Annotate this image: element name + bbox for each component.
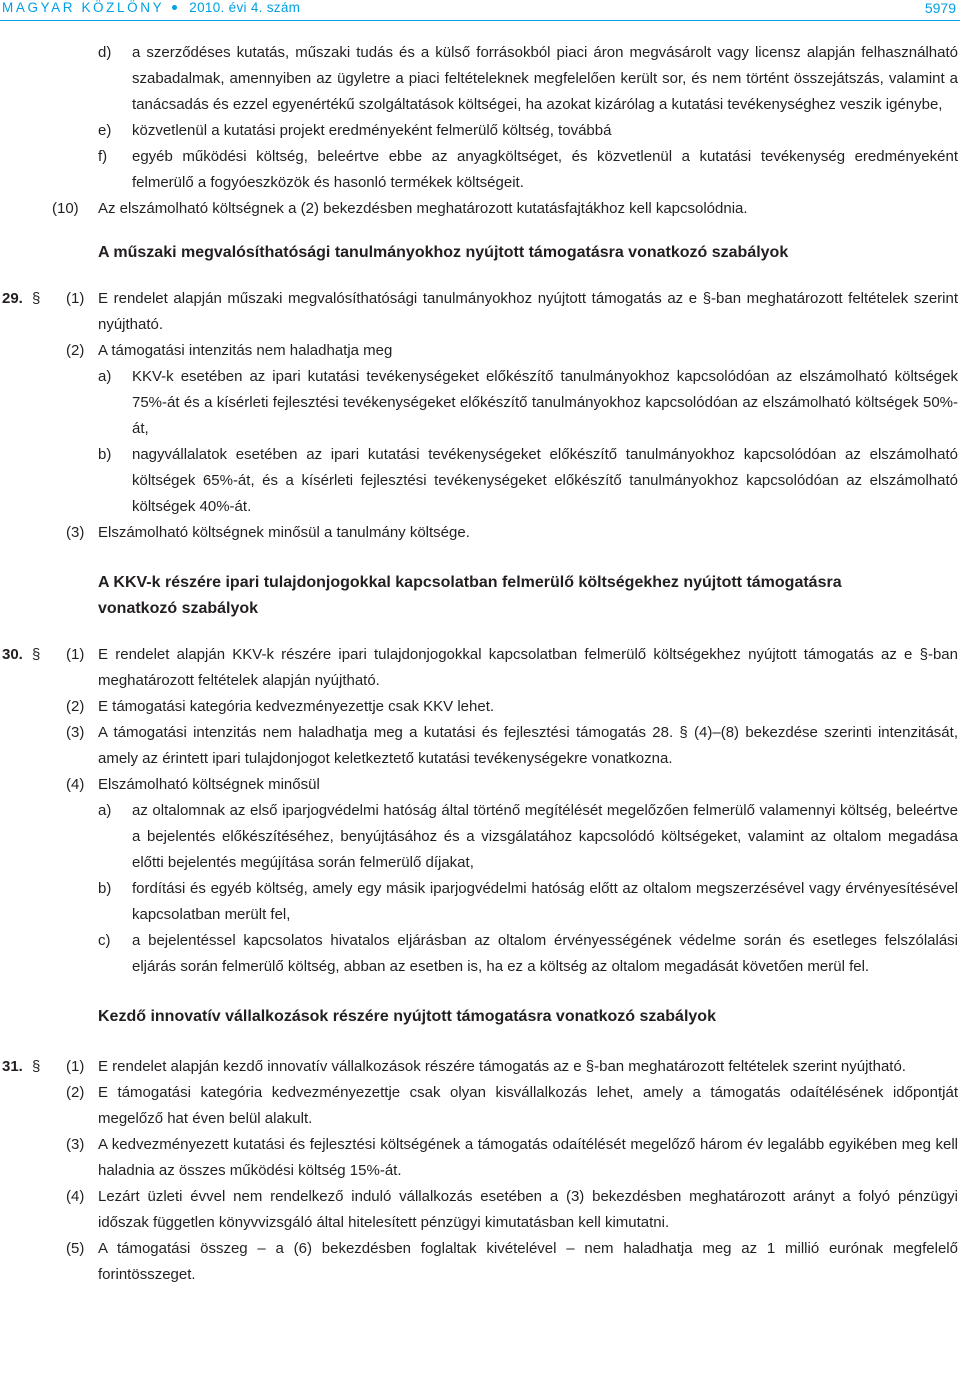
running-head	[2, 0, 300, 15]
sec30-paragraph-1	[0, 642, 960, 694]
sec29-paragraph-1	[0, 286, 960, 338]
paragraph-label: (4)	[66, 776, 85, 793]
section-heading-ip-rights: A KKV-k részére ipari tulajdonjogokkal kapcsolatban felmerülő költségekhez nyújtott támogatásra vonatkozó szabályok	[98, 574, 842, 617]
section-number: 30.	[2, 646, 23, 663]
item-text: az oltalomnak az első iparjogvédelmi hatóság által történő megítélését megelőzően felmerülő valamennyi költség, beleértve a bejelentés előkészítéséhez, benyújtásához és a vizsgálatához kapcsolódó költségeket, valamint az oltalom megadása előtti bejelentés megújítása során felmerülő díjakat,	[132, 802, 958, 871]
paragraph-label: (3)	[66, 724, 85, 741]
paragraph-text: Elszámolható költségnek minősül	[98, 776, 320, 793]
item-text: közvetlenül a kutatási projekt eredményeként felmerülő költség, továbbá	[132, 122, 612, 139]
paragraph-text: A támogatási intenzitás nem haladhatja meg a kutatási és fejlesztési támogatás 28. § (4)–(8) bekezdése szerinti intenzitását, amely az érintett ipari tulajdonjogot keletkeztető kutatási tevékenységekre vonatkozna.	[98, 724, 958, 767]
header-rule	[0, 20, 960, 21]
paragraph-label: (1)	[66, 646, 85, 663]
paragraph-label: (2)	[66, 1084, 85, 1101]
sec30-item-b	[0, 876, 960, 928]
paragraph-text: Az elszámolható költségnek a (2) bekezdésben meghatározott kutatásfajtákhoz kell kapcsolódnia.	[98, 200, 748, 217]
paragraph-10	[0, 196, 960, 222]
sec30-paragraph-4	[0, 772, 960, 798]
item-label: f)	[98, 148, 108, 165]
sec31-paragraph-4	[0, 1184, 960, 1236]
section-number: 29.	[2, 290, 23, 307]
sec30-paragraph-3	[0, 720, 960, 772]
item-label: b)	[98, 446, 112, 463]
sec30-item-c	[0, 928, 960, 980]
sec30-paragraph-2	[0, 694, 960, 720]
sec31-paragraph-1	[0, 1054, 960, 1080]
item-text: a szerződéses kutatás, műszaki tudás és a külső forrásokból piaci áron megvásárolt vagy licensz alapján felhasználható szabadalmak, amennyiben az ügyletre a piaci feltételeknek megfelelően került sor, és nem történt összejátszás, valamint a tanácsadás és ezzel egyenértékű szolgáltatások költségei, ha azokat kizárólag a kutatási tevékenységhez veszik igénybe,	[132, 44, 958, 113]
item-text: egyéb működési költség, beleértve ebbe az anyagköltséget, és közvetlenül a kutatási tevékenység eredményeként felmerülő a fogyóeszközök és hasonló termékek költségeit.	[132, 148, 958, 191]
paragraph-text: E támogatási kategória kedvezményezettje csak olyan kisvállalkozás lehet, amely a támogatás odaítélésének időpontját megelőző hat éven belül alakult.	[98, 1084, 958, 1127]
paragraph-label: (4)	[66, 1188, 85, 1205]
sec29-paragraph-2	[0, 338, 960, 364]
paragraph-text: Elszámolható költségnek minősül a tanulmány költsége.	[98, 524, 470, 541]
item-label: a)	[98, 368, 112, 385]
paragraph-text: E rendelet alapján kezdő innovatív vállalkozások részére támogatás az e §-ban meghatározott feltételek szerint nyújtható.	[98, 1058, 906, 1075]
item-label: b)	[98, 880, 112, 897]
paragraph-label: (1)	[66, 1058, 85, 1075]
sec29-item-a	[0, 364, 960, 442]
item-text: nagyvállalatok esetében az ipari kutatási tevékenységeket előkészítő tanulmányokhoz kapcsolódóan az elszámolható költségek 65%-át, és a kísérleti fejlesztési tevékenységeket előkészítő tanulmányokhoz kapcsolódóan az elszámolható költségek 40%-át.	[132, 446, 958, 515]
paragraph-text: Lezárt üzleti évvel nem rendelkező induló vállalkozás esetében a (3) bekezdésben meghatározott arányt a folyó pénzügyi időszak független könyvvizsgáló által hitelesített pénzügyi kimutatásban kell kimutatni.	[98, 1188, 958, 1231]
paragraph-label: (5)	[66, 1240, 85, 1257]
section-sign: §	[32, 646, 41, 663]
paragraph-text: E rendelet alapján műszaki megvalósíthatósági tanulmányokhoz nyújtott támogatás az e §-ban meghatározott feltételek szerint nyújtható.	[98, 290, 958, 333]
sec30-item-a	[0, 798, 960, 876]
paragraph-label: (10)	[52, 200, 79, 217]
page-number: 5979	[924, 0, 956, 16]
list-item-f	[0, 144, 960, 196]
sec29-item-b	[0, 442, 960, 520]
item-text: KKV-k esetében az ipari kutatási tevékenységeket előkészítő tanulmányokhoz kapcsolódóan az elszámolható költségek 75%-át és a kísérleti fejlesztési tevékenységeket előkészítő tanulmányokhoz kapcsolódóan az elszámolható költségek 50%-át,	[132, 368, 958, 437]
paragraph-label: (3)	[66, 1136, 85, 1153]
page-header	[0, 0, 960, 22]
item-text: a bejelentéssel kapcsolatos hivatalos eljárásban az oltalom érvényességének védelme során és esetleges felszólalási eljárás során felmerülő költség, abban az esetben is, ha ez a költség az oltalom megadását követően merül fel.	[132, 932, 958, 975]
paragraph-label: (2)	[66, 698, 85, 715]
sec31-paragraph-2	[0, 1080, 960, 1132]
paragraph-text: A támogatási összeg – a (6) bekezdésben foglaltak kivételével – nem haladhatja meg az 1 millió eurónak megfelelő forintösszeget.	[98, 1240, 958, 1283]
list-item-e	[0, 118, 960, 144]
journal-title: MAGYAR KÖZLÖNY	[2, 0, 165, 15]
paragraph-text: E támogatási kategória kedvezményezettje csak KKV lehet.	[98, 698, 495, 715]
item-label: c)	[98, 932, 111, 949]
item-text: fordítási és egyéb költség, amely egy másik iparjogvédelmi hatóság előtt az oltalom megszerzésével vagy érvényesítésével kapcsolatban merült fel,	[132, 880, 958, 923]
paragraph-text: E rendelet alapján KKV-k részére ipari tulajdonjogokkal kapcsolatban felmerülő költségekhez nyújtott támogatás az e §-ban meghatározott feltételek alapján nyújtható.	[98, 646, 958, 689]
section-heading-feasibility: A műszaki megvalósíthatósági tanulmányokhoz nyújtott támogatásra vonatkozó szabályok	[98, 244, 789, 261]
item-label: e)	[98, 122, 112, 139]
paragraph-text: A kedvezményezett kutatási és fejlesztési költségének a támogatás odaítélését megelőző három év legalább egyikében meg kell haladnia az összes működési költség 15%-át.	[98, 1136, 958, 1179]
paragraph-label: (1)	[66, 290, 85, 307]
list-item-d	[0, 40, 960, 118]
document-body	[0, 40, 960, 1288]
issue-label: 2010. évi 4. szám	[189, 0, 301, 15]
paragraph-label: (3)	[66, 524, 85, 541]
paragraph-text: A támogatási intenzitás nem haladhatja meg	[98, 342, 393, 359]
paragraph-label: (2)	[66, 342, 85, 359]
sec31-paragraph-5	[0, 1236, 960, 1288]
section-number: 31.	[2, 1058, 23, 1075]
sec31-paragraph-3	[0, 1132, 960, 1184]
item-label: a)	[98, 802, 112, 819]
sec29-paragraph-3	[0, 520, 960, 546]
bullet-dot-icon	[172, 5, 177, 10]
section-sign: §	[32, 1058, 41, 1075]
section-sign: §	[32, 290, 41, 307]
section-heading-innovative-startups: Kezdő innovatív vállalkozások részére nyújtott támogatásra vonatkozó szabályok	[98, 1008, 716, 1025]
item-label: d)	[98, 44, 112, 61]
